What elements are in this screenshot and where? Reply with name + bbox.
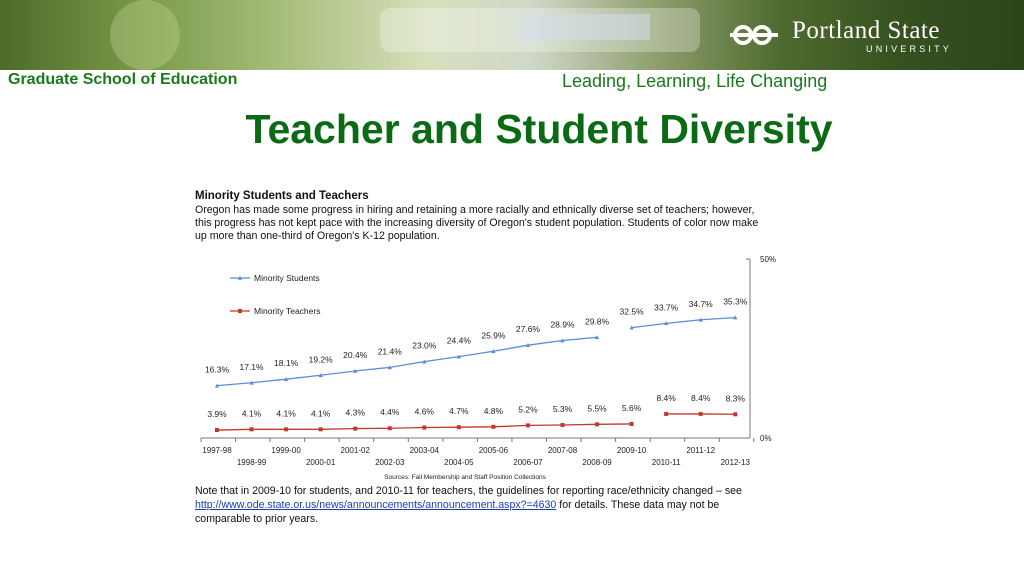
minority-teachers-data-label: 4.1%: [241, 408, 262, 419]
minority-teachers-legend-label: Minority Teachers: [254, 306, 321, 316]
y-tick-label: 50%: [760, 255, 777, 264]
minority-teachers-data-label: 4.3%: [345, 407, 365, 418]
minority-teachers-data-label: 5.5%: [587, 403, 607, 414]
minority-teachers-legend-marker: [238, 309, 242, 313]
university-subtitle: UNIVERSITY: [866, 44, 953, 54]
minority-students-data-label: 33.7%: [654, 302, 679, 313]
x-tick-label: 2004-05: [444, 458, 474, 467]
minority-teachers-data-label: 4.4%: [380, 407, 400, 418]
minority-teachers-data-label: 4.6%: [414, 406, 434, 417]
figure-note: [195, 484, 775, 526]
minority-students-data-label: 16.3%: [204, 364, 230, 375]
tagline: Leading, Learning, Life Changing: [562, 71, 828, 91]
note-text-after: for details. These data may not be comparable to prior years.: [195, 499, 720, 525]
minority-students-legend-label: Minority Students: [254, 273, 320, 283]
minority-students-data-label: 34.7%: [688, 298, 713, 309]
minority-students-data-label: 32.5%: [619, 306, 644, 317]
minority-teachers-data-label: 8.3%: [725, 393, 745, 404]
minority-teachers-point: [319, 427, 323, 431]
minority-teachers-data-label: 4.1%: [310, 408, 331, 419]
x-tick-label: 2003-04: [409, 446, 439, 455]
minority-students-data-label: 24.4%: [446, 335, 471, 346]
figure-heading: Minority Students and Teachers: [195, 190, 369, 202]
minority-teachers-data-label: 8.4%: [691, 392, 711, 403]
minority-teachers-data-label: 4.1%: [276, 408, 296, 419]
minority-teachers-point: [561, 423, 565, 427]
minority-students-data-label: 28.9%: [550, 319, 575, 330]
x-tick-label: 1998-99: [236, 458, 267, 467]
legend: [230, 273, 320, 316]
minority-teachers-data-label: 5.6%: [621, 402, 642, 413]
x-tick-label: 1999-00: [271, 446, 301, 455]
minority-teachers-data-label: 4.7%: [449, 406, 469, 417]
minority-students-data-label: 20.4%: [343, 349, 368, 360]
minority-students-data-label: 17.1%: [239, 361, 264, 372]
minority-students-line: [632, 318, 736, 328]
minority-teachers-data-label: 8.4%: [656, 392, 676, 403]
x-tick-label: 2008-09: [582, 458, 612, 467]
x-tick-label: 2006-07: [513, 458, 543, 467]
minority-teachers-data-label: 5.3%: [552, 404, 573, 415]
minority-students-data-label: 25.9%: [481, 330, 506, 341]
figure-sources: Sources: Fall Membership and Staff Position Collections: [384, 474, 546, 481]
x-tick-label: 2002-03: [375, 458, 405, 467]
minority-students-data-label: 21.4%: [377, 346, 402, 357]
minority-teachers-point: [250, 427, 254, 431]
minority-teachers-data-label: 4.8%: [483, 405, 504, 416]
university-name: Portland State: [792, 17, 940, 44]
school-name: Graduate School of Education: [8, 71, 238, 88]
note-text-before: Note that in 2009-10 for students, and 2010-11 for teachers, the guidelines for reporting race/ethnicity changed – see: [195, 485, 742, 497]
minority-students-data-label: 18.1%: [274, 358, 299, 369]
minority-students-data-label: 29.8%: [584, 316, 610, 327]
x-tick-label: 1997-98: [202, 446, 232, 455]
y-tick-label: 0%: [760, 434, 772, 443]
minority-teachers-point: [595, 422, 599, 426]
minority-students-data-label: 19.2%: [308, 354, 333, 365]
minority-teachers-point: [491, 425, 495, 429]
minority-teachers-point: [630, 422, 634, 426]
minority-teachers-point: [353, 427, 357, 431]
minority-students-data-label: 23.0%: [412, 340, 437, 351]
minority-teachers-data-label: 5.2%: [518, 404, 538, 415]
x-tick-label: 2011-12: [686, 446, 716, 455]
minority-teachers-point: [388, 426, 392, 430]
minority-teachers-point: [422, 426, 426, 430]
x-tick-label: 2007-08: [547, 446, 578, 455]
x-tick-label: 2010-11: [651, 458, 681, 467]
x-tick-label: 2000-01: [305, 458, 336, 467]
x-tick-label: 2001-02: [340, 446, 370, 455]
minority-teachers-point: [457, 425, 461, 429]
x-tick-label: 2005-06: [478, 446, 509, 455]
minority-teachers-point: [699, 412, 703, 416]
minority-teachers-data-label: 3.9%: [207, 409, 227, 420]
minority-teachers-point: [215, 428, 219, 432]
slide-title: Teacher and Student Diversity: [245, 106, 833, 152]
x-tick-label: 2012-13: [720, 458, 750, 467]
minority-teachers-point: [284, 427, 288, 431]
minority-teachers-point: [664, 412, 668, 416]
announcement-link[interactable]: http://www.ode.state.or.us/news/announcements/announcement.aspx?=4630: [195, 499, 557, 511]
minority-students-data-label: 35.3%: [723, 296, 748, 307]
minority-students-data-label: 27.6%: [515, 324, 541, 335]
label-layer: [202, 297, 750, 467]
x-tick-label: 2009-10: [616, 446, 647, 455]
minority-teachers-point: [733, 412, 737, 416]
figure-intro: Oregon has made some progress in hiring and retaining a more racially and ethnically diverse set of teachers; however, this progress has not kept pace with the increasing diversity of Oregon's student population. Students of color now make up more than one-third of Oregon's K-12 population.: [195, 204, 759, 242]
minority-teachers-point: [526, 423, 530, 427]
